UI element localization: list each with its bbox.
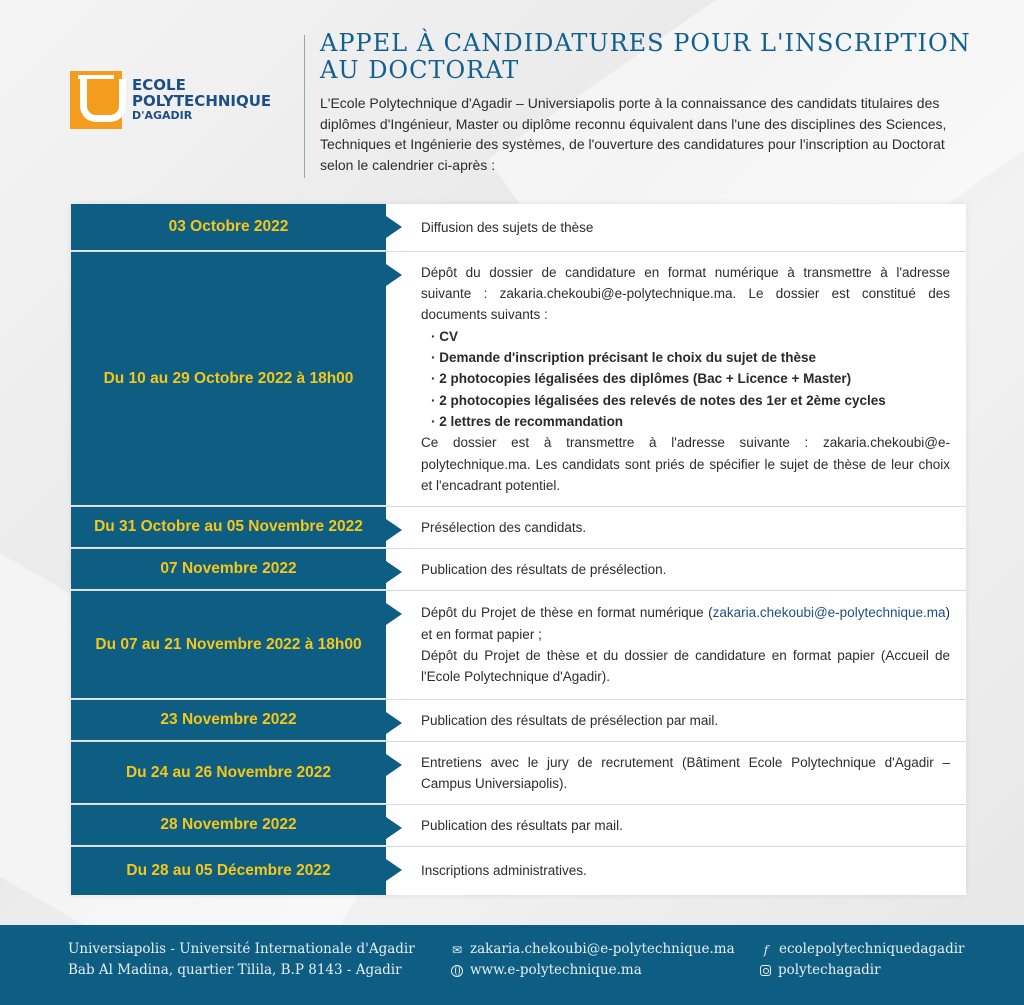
- schedule-row: [71, 549, 966, 591]
- schedule-row: [71, 805, 966, 847]
- footer-website[interactable]: [451, 960, 735, 981]
- header-divider: [304, 35, 305, 178]
- schedule-description: [386, 252, 966, 506]
- logo-mark-icon: [70, 71, 122, 129]
- list-item: · 2 lettres de recommandation: [431, 411, 950, 432]
- logo-line1: ECOLE: [132, 76, 186, 95]
- schedule-date: Du 28 au 05 Décembre 2022: [71, 847, 386, 895]
- schedule-row: [71, 700, 966, 742]
- address-line1: Universiapolis - Université Internationale d'Agadir: [68, 941, 415, 957]
- schedule-description: [386, 700, 966, 741]
- footer-address: [68, 939, 415, 981]
- list-item: · 2 photocopies légalisées des relevés de notes des 1er et 2ème cycles: [431, 390, 950, 411]
- schedule-date: 28 Novembre 2022: [71, 805, 386, 846]
- description-text-b: ) et en format papier ;: [421, 605, 950, 642]
- schedule-description: [386, 591, 966, 699]
- schedule-description: [386, 847, 966, 895]
- email-text: zakaria.chekoubi@e-polytechnique.ma: [470, 941, 735, 957]
- schedule-description: [386, 742, 966, 804]
- schedule-date: 23 Novembre 2022: [71, 700, 386, 741]
- address-line2: Bab Al Madina, quartier Tilila, B.P 8143 - Agadir: [68, 962, 402, 978]
- footer-instagram[interactable]: [760, 960, 965, 981]
- description-text-a: Dépôt du Projet de thèse en format numérique (: [421, 605, 713, 621]
- schedule-date: Du 10 au 29 Octobre 2022 à 18h00: [71, 252, 386, 506]
- description-text: Présélection des candidats.: [421, 519, 587, 535]
- page-title: APPEL À CANDIDATURES POUR L'INSCRIPTION AU DOCTORAT: [320, 29, 971, 84]
- facebook-icon: f: [763, 942, 769, 957]
- website-text: www.e-polytechnique.ma: [470, 962, 642, 978]
- list-item: · 2 photocopies légalisées des diplômes (Bac + Licence + Master): [431, 368, 950, 389]
- facebook-text: ecolepolytechniquedagadir: [779, 941, 965, 957]
- footer-email[interactable]: [451, 939, 735, 960]
- email-link[interactable]: zakaria.chekoubi@e-polytechnique.ma: [712, 605, 946, 621]
- school-logo: [70, 70, 300, 130]
- schedule-description: [386, 507, 966, 548]
- schedule-date: Du 24 au 26 Novembre 2022: [71, 742, 386, 804]
- logo-line2: POLYTECHNIQUE: [132, 92, 272, 111]
- instagram-text: polytechagadir: [778, 962, 881, 978]
- instagram-icon: [760, 965, 771, 976]
- description-text: Entretiens avec le jury de recrutement (Bâtiment Ecole Polytechnique d'Agadir – Campus Universiapolis).: [421, 754, 950, 791]
- schedule-date: 07 Novembre 2022: [71, 549, 386, 590]
- description-text: [421, 602, 950, 645]
- description-text: Publication des résultats de présélection.: [421, 561, 667, 577]
- schedule-row: [71, 591, 966, 700]
- footer-facebook[interactable]: [760, 939, 965, 960]
- footer: [0, 925, 1024, 1005]
- logo-text: [132, 78, 271, 121]
- description-text: Publication des résultats de présélection par mail.: [421, 712, 719, 728]
- description-text: Dépôt du dossier de candidature en format numérique à transmettre à l'adresse suivante : zakaria.chekoubi@e-polytechnique.ma. Le dossier est constitué des documents suivants :: [421, 264, 950, 323]
- description-text: Ce dossier est à transmettre à l'adresse suivante : zakaria.chekoubi@e-polytechnique.ma. Les candidats sont priés de spécifier le sujet de thèse de leur choix et l'encadrant potentiel.: [421, 435, 950, 493]
- description-text: Inscriptions administratives.: [421, 863, 587, 879]
- schedule-row: [71, 204, 966, 252]
- globe-icon: [451, 965, 463, 977]
- schedule-description: [386, 204, 966, 251]
- schedule-description: [386, 549, 966, 590]
- schedule-table: [71, 204, 966, 895]
- description-text: Dépôt du Projet de thèse et du dossier de candidature en format papier (Accueil de l'Ecole Polytechnique d'Agadir).: [421, 648, 950, 685]
- list-item: · Demande d'inscription précisant le choix du sujet de thèse: [431, 347, 950, 368]
- description-text: Diffusion des sujets de thèse: [421, 219, 594, 235]
- mail-icon: ✉: [451, 942, 463, 957]
- schedule-date: Du 07 au 21 Novembre 2022 à 18h00: [71, 591, 386, 699]
- schedule-row: [71, 507, 966, 549]
- logo-line3: D'AGADIR: [132, 108, 193, 122]
- description-text: Publication des résultats par mail.: [421, 817, 623, 833]
- list-item: · CV: [431, 326, 950, 347]
- schedule-description: [386, 805, 966, 846]
- schedule-row: [71, 742, 966, 805]
- schedule-row: [71, 252, 966, 507]
- document-list: [421, 326, 950, 432]
- intro-paragraph: L'Ecole Polytechnique d'Agadir – Universiapolis porte à la connaissance des candidats titulaires des diplômes d'Ingénieur, Master ou diplôme reconnu équivalent dans l'une des disciplines des Sciences, Techniques et Ingénierie des systèmes, de l'ouverture des candidatures pour l'inscription au Doctorat selon le calendrier ci-après :: [320, 95, 947, 173]
- schedule-row: [71, 847, 966, 895]
- schedule-date: 03 Octobre 2022: [71, 204, 386, 251]
- footer-contact: [451, 939, 735, 981]
- schedule-date: Du 31 Octobre au 05 Novembre 2022: [71, 507, 386, 548]
- footer-social: [760, 939, 965, 981]
